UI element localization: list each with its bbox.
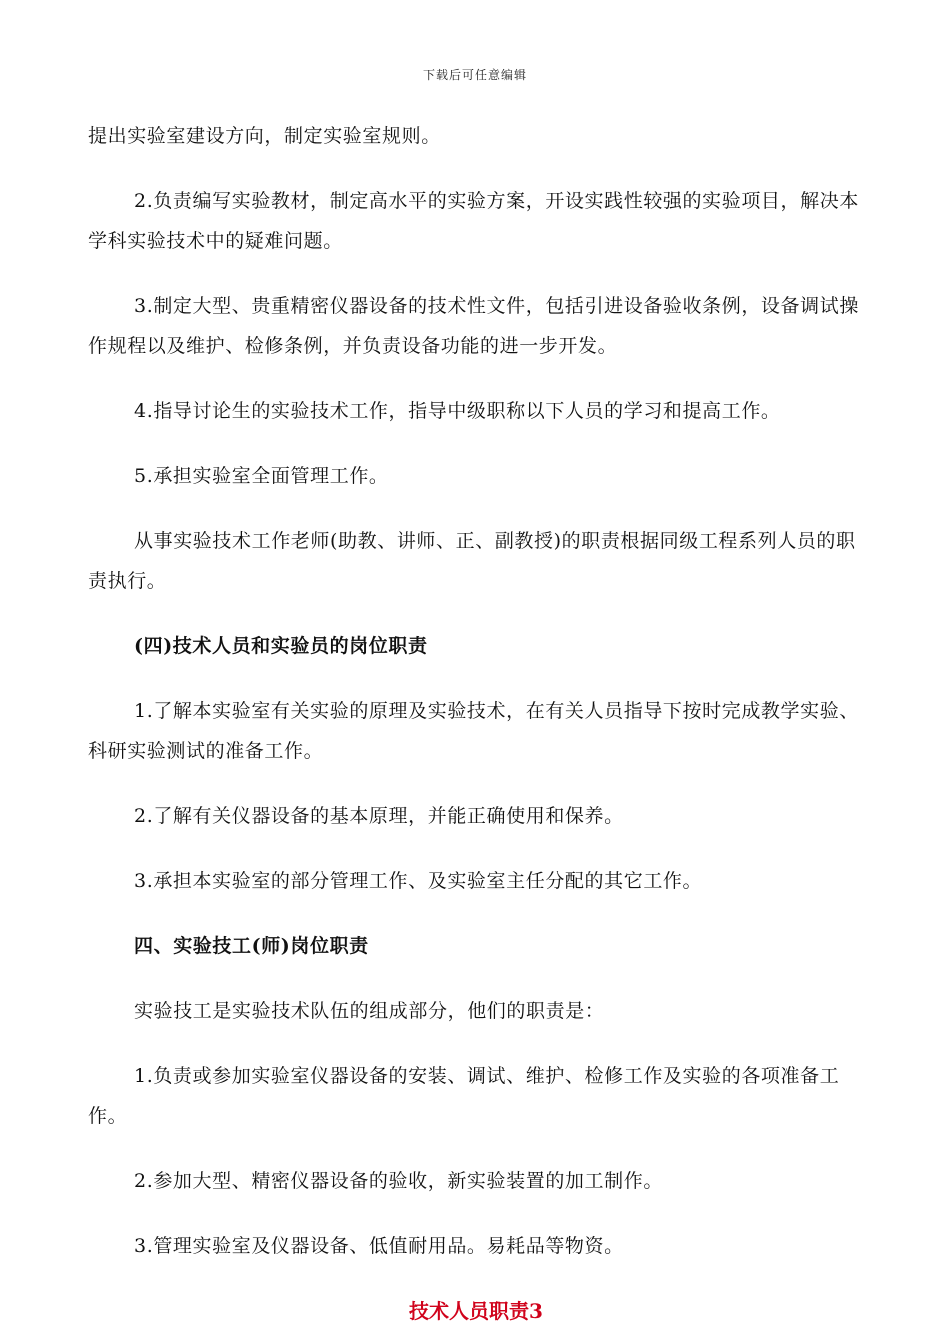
paragraph-8: 1.了解本实验室有关实验的原理及实验技术，在有关人员指导下按时完成教学实验、科研实验测试的准备工作。 bbox=[88, 700, 859, 762]
page-header: 下载后可任意编辑 bbox=[422, 68, 527, 82]
paragraph-9: 2.了解有关仪器设备的基本原理，并能正确使用和保养。 bbox=[134, 805, 624, 827]
subsection-heading-4: (四)技术人员和实验员的岗位职责 bbox=[134, 635, 428, 657]
paragraph-10: 3.承担本实验室的部分管理工作、及实验室主任分配的其它工作。 bbox=[134, 870, 703, 892]
paragraph-12: 实验技工是实验技术队伍的组成部分，他们的职责是： bbox=[134, 1000, 605, 1022]
section-heading-4: 四、实验技工(师)岗位职责 bbox=[134, 935, 369, 957]
paragraph-6: 从事实验技术工作老师(助教、讲师、正、副教授)的职责根据同级工程系列人员的职责执行。 bbox=[88, 530, 856, 592]
paragraph-5: 5.承担实验室全面管理工作。 bbox=[134, 465, 389, 487]
paragraph-3: 3.制定大型、贵重精密仪器设备的技术性文件，包括引进设备验收条例，设备调试操作规程以及维护、检修条例，并负责设备功能的进一步开发。 bbox=[88, 295, 859, 357]
paragraph-13: 1.负责或参加实验室仪器设备的安装、调试、维护、检修工作及实验的各项准备工作。 bbox=[88, 1065, 840, 1127]
paragraph-1: 提出实验室建设方向，制定实验室规则。 bbox=[88, 125, 441, 147]
paragraph-4: 4.指导讨论生的实验技术工作，指导中级职称以下人员的学习和提高工作。 bbox=[134, 400, 781, 422]
paragraph-14: 2.参加大型、精密仪器设备的验收，新实验装置的加工制作。 bbox=[134, 1170, 663, 1192]
paragraph-15: 3.管理实验室及仪器设备、低值耐用品。易耗品等物资。 bbox=[134, 1235, 624, 1257]
section-title: 技术人员职责3 bbox=[409, 1299, 543, 1323]
paragraph-2: 2.负责编写实验教材，制定高水平的实验方案，开设实践性较强的实验项目，解决本学科实验技术中的疑难问题。 bbox=[88, 190, 859, 252]
document-body bbox=[88, 116, 864, 1331]
